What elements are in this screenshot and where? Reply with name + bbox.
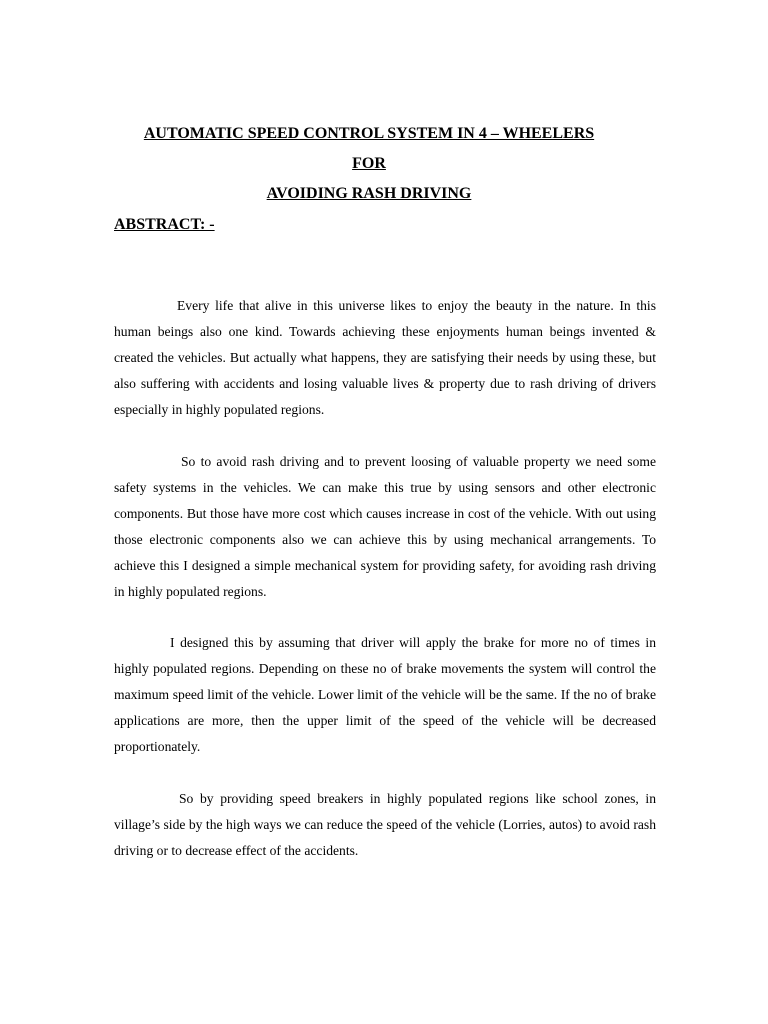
title-line-1: AUTOMATIC SPEED CONTROL SYSTEM IN 4 – WHEELERS — [143, 125, 595, 142]
abstract-paragraph-4: So by providing speed breakers in highly populated regions like school zones, in village’s side by the high ways we can reduce the speed of the vehicle (Lorries, autos) to avoid rash driving or to decrease effect of the accidents. — [114, 791, 656, 858]
title-line-2: FOR — [352, 155, 386, 172]
abstract-paragraph-1: Every life that alive in this universe likes to enjoy the beauty in the nature. In this human beings also one kind. Towards achieving these enjoyments human beings invented & created the vehicles. But actually what happens, they are satisfying their needs by using these, but also suffering with accidents and losing valuable lives & property due to rash driving of drivers especially in highly populated regions. — [114, 298, 656, 417]
abstract-paragraph-3: I designed this by assuming that driver will apply the brake for more no of times in highly populated regions. Depending on these no of brake movements the system will control the maximum speed limit of the vehicle. Lower limit of the vehicle will be the same. If the no of brake applications are more, then the upper limit of the speed of the vehicle will be decreased proportionately. — [114, 635, 656, 754]
abstract-heading: ABSTRACT: - — [114, 216, 215, 233]
abstract-paragraph-2: So to avoid rash driving and to prevent loosing of valuable property we need some safety systems in the vehicles. We can make this true by using sensors and other electronic components. But those have more cost which causes increase in cost of the vehicle. With out using those electronic components also we can achieve this by using mechanical arrangements. To achieve this I designed a simple mechanical system for providing safety, for avoiding rash driving in highly populated regions. — [114, 454, 656, 599]
title-line-3: AVOIDING RASH DRIVING — [266, 185, 472, 202]
